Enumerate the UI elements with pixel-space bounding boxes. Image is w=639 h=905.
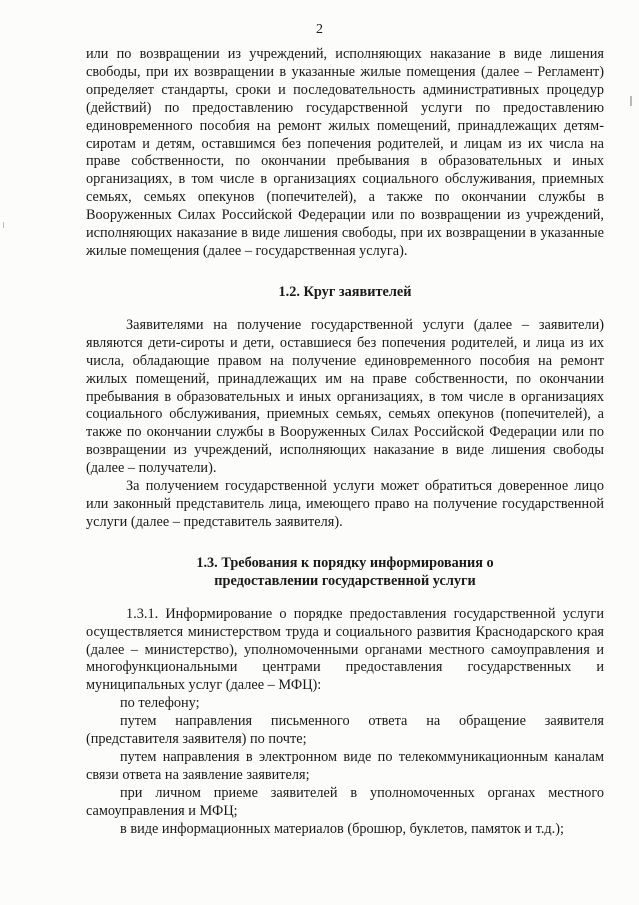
list-item: путем направления в электронном виде по телекоммуникационным каналам связи ответа на заявление заявителя; [86,749,604,783]
scan-mark [630,96,632,106]
intro-paragraph: или по возвращении из учреждений, исполняющих наказание в виде лишения свободы, при их возвращении в указанные жилые помещения (далее – Регламент) определяет стандарты, сроки и последовательность административных процедур (действий) по предоставлению государственной услуги по предоставлению единовременного пособия на ремонт жилых помещений, принадлежащих детям-сиротам и детям, оставшимся без попечения родителей, и лицам из их числа на праве собственности, по окончании пребывания в образовательных и иных организациях, в том числе в организациях социального обслуживания, приемных семьях, семьях опекунов (попечителей), а также по окончании службы в Вооруженных Силах Российской Федерации или по возвращении из учреждений, исполняющих наказание в виде лишения свободы, при их возвращении в указанные жилые помещения (далее – государственная услуга). [86,46,604,259]
section-heading-line: 1.3. Требования к порядку информирования о [196,554,494,571]
list-item: при личном приеме заявителей в уполномоченных органах местного самоуправления и МФЦ; [86,784,604,819]
list-item: по телефону; [120,695,200,712]
document-body [86,46,604,839]
section-heading-line: предоставлении государственной услуги [214,572,476,589]
list-item: в виде информационных материалов (брошюр, буклетов, памяток и т.д.); [120,820,564,837]
section-heading-1-3 [86,554,604,590]
scan-mark [3,222,4,228]
list-item: путем направления письменного ответа на обращение заявителя (представителя заявителя) по почте; [86,713,604,748]
paragraph: За получением государственной услуги может обратиться доверенное лицо или законный представитель лица, имеющего право на получение государственной услуги (далее – представитель заявителя). [86,478,604,530]
section-heading-1-2: 1.2. Круг заявителей [278,283,412,300]
page-number: 2 [316,22,323,37]
paragraph: 1.3.1. Информирование о порядке предоставления государственной услуги осуществляется министерством труда и социального развития Краснодарского края (далее – министерство), уполномоченными органами местного самоуправления и многофункциональными центрами предоставления государственных и муниципальных услуг (далее – МФЦ): [86,605,604,694]
paragraph: Заявителями на получение государственной услуги (далее – заявители) являются дети-сироты и дети, оставшиеся без попечения родителей, и лица из их числа, обладающие правом на получение единовременного пособия на ремонт жилых помещений, принадлежащих им на праве собственности, по окончании пребывания в образовательных и иных организациях, в том числе в организациях социального обслуживания, приемных семьях, семьях опекунов (попечителей), а также по окончании службы в Вооруженных Силах Российской Федерации или по возвращении из учреждений, исполняющих наказание в виде лишения свободы (далее – получатели). [86,316,604,477]
